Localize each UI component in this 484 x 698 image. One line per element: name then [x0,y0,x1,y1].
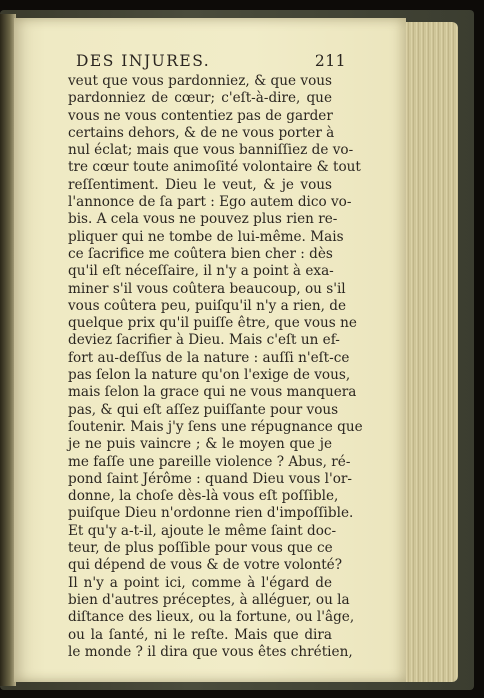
text-line: ce ſacrifice me coûtera bien cher : dès [68,245,333,262]
text-line: pas ſelon la nature qu'on l'exige de vous, [68,367,351,384]
text-line: teur, de plus poſſible pour vous que ce [68,540,333,557]
text-line: bien d'autres préceptes, à alléguer, ou la [68,591,350,608]
page-edges [400,22,458,682]
text-line: Et qu'y a-t-il, ajoute le même ſaint doc- [68,522,337,539]
text-line: puiſque Dieu n'ordonne rien d'impoſſible. [68,505,354,522]
running-title: DES INJURES. [76,52,211,70]
body-text [68,73,363,661]
text-line: diſtance des lieux, ou la fortune, ou l'âge, [68,609,355,626]
text-line: Il n'y a point ici, comme à l'égard de [68,574,332,591]
text-line: ſoutenir. Mais j'y ſens une répugnance que [68,418,363,435]
text-line: ou la ſanté, ni le reſte. Mais que dira [68,626,332,643]
text-line: le monde ? il dira que vous êtes chrétien, [68,643,353,660]
text-line: me faſſe une pareille violence ? Abus, ré- [68,453,351,470]
text-line: l'annonce de ſa part : Ego autem dico vo- [68,194,352,211]
text-line: miner s'il vous coûtera beaucoup, ou s'il [68,280,346,297]
text-line: deviez ſacrifier à Dieu. Mais c'eſt un ef- [68,332,340,349]
text-line: pond ſaint Jérôme : quand Dieu vous l'or- [68,470,353,487]
text-line: qu'il eſt néceſſaire, il n'y a point à exa- [68,263,334,280]
text-line: bis. A cela vous ne pouvez plus rien re- [68,211,338,228]
text-line: mais ſelon la grace qui ne vous manquera [68,384,357,401]
text-line: nul éclat; mais que vous banniſſiez de vo- [68,142,354,159]
text-line: fort au-deſſus de la nature : auſſi n'eſt-ce [68,349,350,366]
text-line: qui dépend de vous & de votre volonté? [68,557,343,574]
text-line: quelque prix qu'il puiſſe être, que vous ne [68,315,357,332]
text-line: vous ne vous contentiez pas de garder [68,107,333,124]
text-line: tre cœur toute animoſité volontaire & tout [68,159,361,176]
text-line: reſſentiment. Dieu le veut, & je vous [68,176,332,193]
text-line: pliquer qui ne tombe de lui-même. Mais [68,228,344,245]
text-line: pas, & qui eſt aſſez puiſſante pour vous [68,401,339,418]
text-line: donne, la choſe dès-là vous eſt poſſible, [68,488,339,505]
text-line: certains dehors, & de ne vous porter à [68,124,335,141]
text-line: je ne puis vaincre ; & le moyen que je [68,436,332,453]
text-line: pardonniez de cœur; c'eſt-à-dire, que [68,90,332,107]
text-line: veut que vous pardonniez, & que vous [68,73,332,89]
page-number: 211 [314,52,346,70]
text-line: vous coûtera peu, puiſqu'il n'y a rien, de [68,297,347,314]
